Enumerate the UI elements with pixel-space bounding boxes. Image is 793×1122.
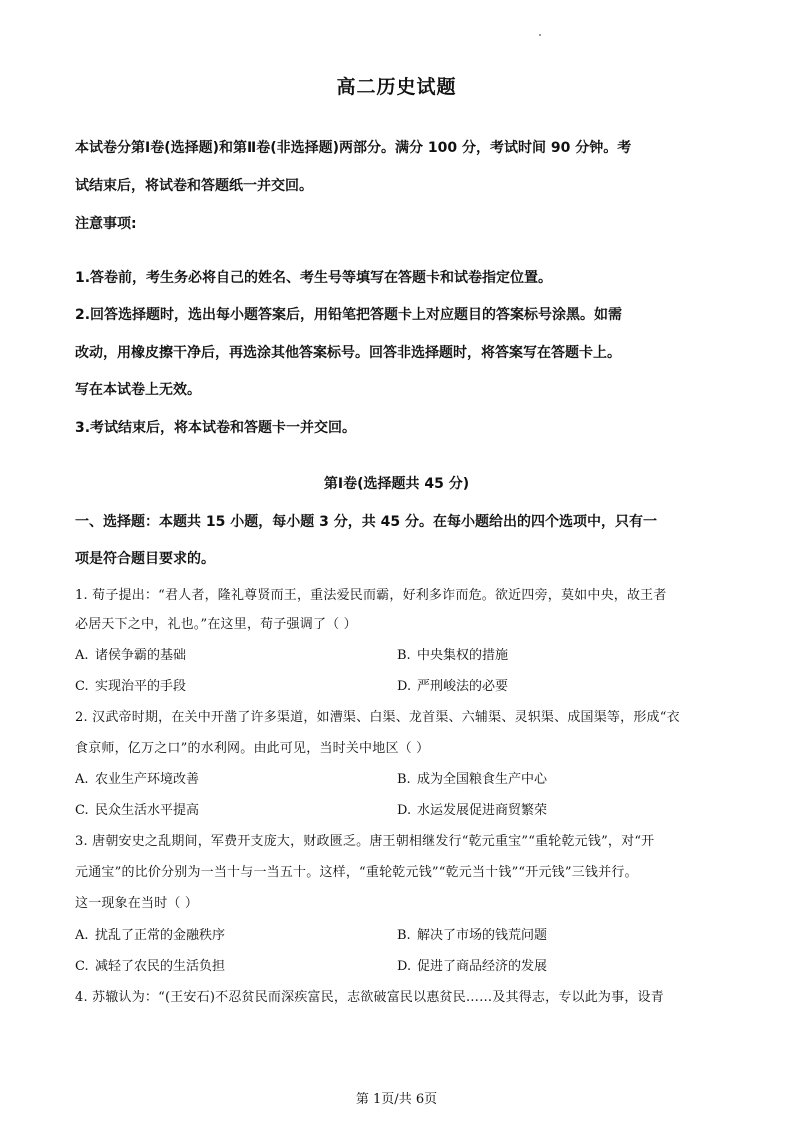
option-text: 农业生产环境改善 xyxy=(95,772,200,787)
option-text: 水运发展促进商贸繁荣 xyxy=(417,803,548,818)
question-3-line-3: 这一现象在当时（ ） xyxy=(75,896,199,911)
scan-speck xyxy=(539,34,541,36)
question-2-option-a[interactable] xyxy=(75,770,199,790)
question-1-option-a[interactable] xyxy=(75,646,186,666)
option-letter: B. xyxy=(397,928,411,943)
option-text: 扰乱了正常的金融秩序 xyxy=(95,928,226,943)
question-3-option-c[interactable] xyxy=(75,957,225,977)
option-letter: B. xyxy=(397,648,411,663)
option-letter: A. xyxy=(75,928,89,943)
question-3-option-d[interactable] xyxy=(397,957,547,977)
notice-heading: 注意事项: xyxy=(75,216,137,232)
option-text: 中央集权的措施 xyxy=(417,648,509,663)
question-3-option-b[interactable] xyxy=(397,926,547,946)
option-text: 解决了市场的钱荒问题 xyxy=(417,928,548,943)
section-heading: 第Ⅰ卷(选择题共 45 分) xyxy=(323,476,470,492)
notice-3: 3.考试结束后，将本试卷和答题卡一并交回。 xyxy=(75,420,357,436)
option-letter: C. xyxy=(75,803,89,818)
question-1-option-d[interactable] xyxy=(397,677,508,697)
option-text: 促进了商品经济的发展 xyxy=(417,959,548,974)
notice-1: 1.答卷前，考生务必将自己的姓名、考生号等填写在答题卡和试卷指定位置。 xyxy=(75,270,553,286)
option-letter: D. xyxy=(397,959,412,974)
question-1-line-2: 必居天下之中，礼也。”在这里，荀子强调了（ ） xyxy=(75,617,357,632)
option-letter: D. xyxy=(397,803,412,818)
option-text: 民众生活水平提高 xyxy=(95,803,200,818)
option-letter: D. xyxy=(397,679,412,694)
option-letter: C. xyxy=(75,959,89,974)
question-2-option-d[interactable] xyxy=(397,801,547,821)
section-instruction-2: 项是符合题目要求的。 xyxy=(75,551,215,567)
notice-2c: 写在本试卷上无效。 xyxy=(75,382,201,398)
section-instruction-1: 一、选择题：本题共 15 小题，每小题 3 分，共 45 分。在每小题给出的四个选项中，只有一 xyxy=(75,514,657,530)
option-text: 实现治平的手段 xyxy=(95,679,187,694)
notice-2a: 2.回答选择题时，选出每小题答案后，用铅笔把答题卡上对应题目的答案标号涂黑。如需 xyxy=(75,307,623,323)
page-footer: 第 1页/共 6页 xyxy=(355,1092,438,1107)
question-1-line-1: 1. 荀子提出：“君人者，隆礼尊贤而王，重法爱民而霸，好利多诈而危。欲近四旁，莫如中央，故王者 xyxy=(75,588,667,603)
option-letter: A. xyxy=(75,772,89,787)
option-letter: B. xyxy=(397,772,411,787)
question-2-line-2: 食京师，亿万之口”的水利网。由此可见，当时关中地区（ ） xyxy=(75,741,430,756)
question-1-option-c[interactable] xyxy=(75,677,186,697)
page-title: 高二历史试题 xyxy=(336,76,457,98)
intro-line-1: 本试卷分第Ⅰ卷(选择题)和第Ⅱ卷(非选择题)两部分。满分 100 分，考试时间 90 分钟。考 xyxy=(75,140,632,156)
question-2-line-1: 2. 汉武帝时期，在关中开凿了许多渠道，如漕渠、白渠、龙首渠、六辅渠、灵轵渠、成国渠等，形成“衣 xyxy=(75,710,680,725)
option-text: 严刑峻法的必要 xyxy=(417,679,509,694)
option-letter: C. xyxy=(75,679,89,694)
option-text: 诸侯争霸的基础 xyxy=(95,648,187,663)
question-2-option-b[interactable] xyxy=(397,770,547,790)
question-3-option-a[interactable] xyxy=(75,926,225,946)
question-3-line-2: 元通宝”的比价分别为一当十与一当五十。这样，“重轮乾元钱”“乾元当十钱”“开元钱”三钱并行。 xyxy=(75,865,638,880)
option-letter: A. xyxy=(75,648,89,663)
option-text: 减轻了农民的生活负担 xyxy=(95,959,226,974)
question-2-option-c[interactable] xyxy=(75,801,199,821)
question-1-option-b[interactable] xyxy=(397,646,508,666)
notice-2b: 改动，用橡皮擦干净后，再选涂其他答案标号。回答非选择题时，将答案写在答题卡上。 xyxy=(75,345,621,361)
question-3-line-1: 3. 唐朝安史之乱期间，军费开支庞大，财政匮乏。唐王朝相继发行“乾元重宝”“重轮乾元钱”，对“开 xyxy=(75,834,655,849)
intro-line-2: 试结束后，将试卷和答题纸一并交回。 xyxy=(75,178,313,194)
option-text: 成为全国粮食生产中心 xyxy=(417,772,548,787)
question-4-line-1: 4. 苏辙认为：“(王安石)不忍贫民而深疾富民，志欲破富民以惠贫民……及其得志，专以此为事，设青 xyxy=(75,990,664,1005)
